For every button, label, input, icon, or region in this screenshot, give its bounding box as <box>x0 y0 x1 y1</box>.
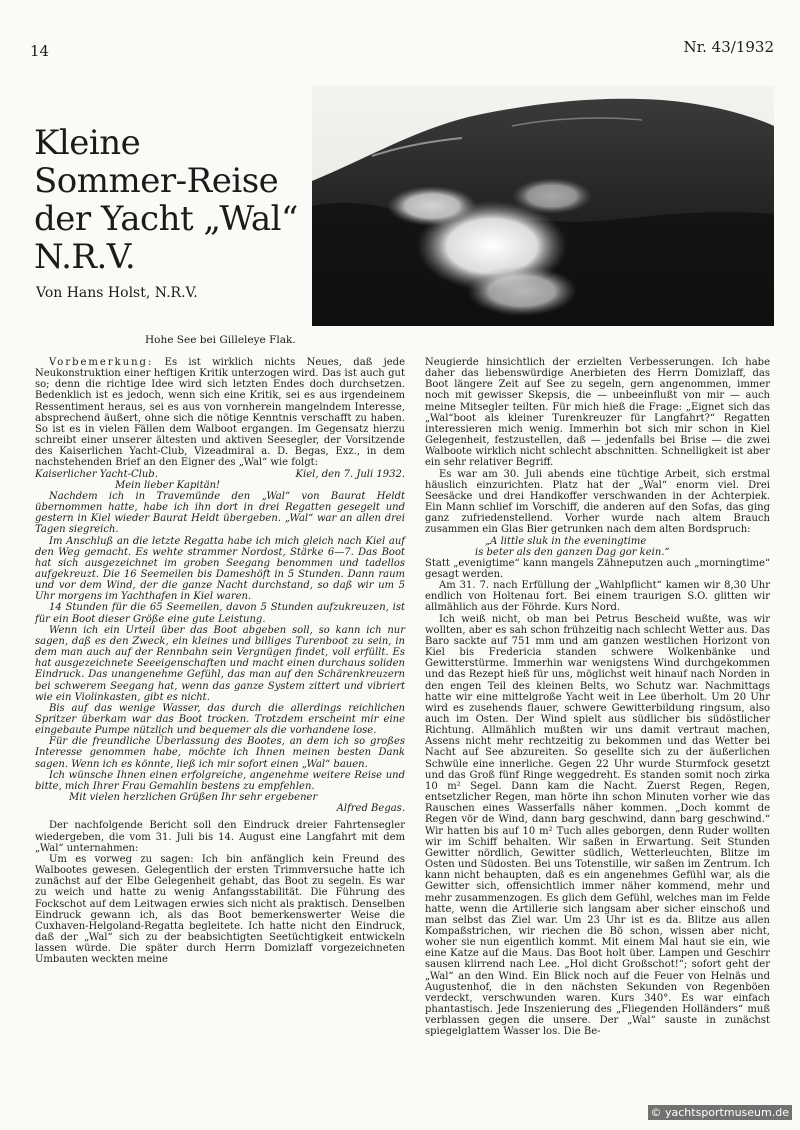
left-column <box>35 357 405 965</box>
letter-salutation: Mein lieber Kapitän! <box>115 479 221 491</box>
article-title <box>34 124 324 276</box>
title-line: Kleine <box>34 123 141 163</box>
photo-caption: Hohe See bei Gilleleye Flak. <box>145 334 296 346</box>
page-number: 14 <box>30 42 50 60</box>
intro-text: Es ist wirklich nichts Neues, daß jede Neukonstruktion einer heftigen Kritik unterzogen wird. Das ist auch gut so; denn die richtige Idee wird sich letzten Endes doch durchsetzen. Bedenklich ist es jedoch, wenn sich eine Kritik, sei es aus irgendeinem Ressentiment heraus, sei es aus von vornherein mangelndem Interesse, absprechend äußert, ohne sich die nötige Kenntnis verschafft zu haben. So ist es in vielen Fällen dem Walboot ergangen. Im Gegensatz hierzu schreibt einer unserer ältesten und aktiven Seesegler, der Vorsitzende des Kaiserlichen Yacht-Club, Vizeadmiral a. D. Begas, Exz., in dem nachstehenden Brief an den Eigner des „Wal“ wie folgt: <box>35 357 406 469</box>
body-paragraph: Es war am 30. Juli abends eine tüchtige Arbeit, sich erstmal häuslich einzurichten. Platz hat der „Wal“ enorm viel. Drei Seesäcke und drei Handkoffer verschwanden in der Achterpiek. Ein Mann schlief im Vorschiff, die anderen auf den Sofas, das ging ganz zufriedenstellend. Vorher wurde nach altem Brauch zusammen ein Glas Bier getrunken nach dem alten Bordspruch: <box>425 468 770 536</box>
body-paragraph: Ich weiß nicht, ob man bei Petrus Bescheid wußte, was wir wollten, aber es sah schon frühzeitig nach schlecht Wetter aus. Das Baro sackte auf 751 mm und am ganzen westlichen Horizont von Kiel bis Fredericia standen schwere Wolkenbänke und Gewitterstürme. Immerhin war wenigstens Wind durchgekommen und das Rezept hieß für uns, möglichst weit hinauf nach Norden in den engen Teil des kleinen Belts, wo Schutz war. Nachmittags hatte wir eine mittelgroße Yacht weit in Lee überholt. Um 20 Uhr wird es zusehends flauer, schwere Gewitterbildung ringsum, also auch im Osten. Der Wind spielt aus südlicher bis südöstlicher Richtung. Allmählich mußten wir uns damit vertraut machen, Assens nicht mehr rechtzeitig zu bekommen und das Wetter bei Nacht auf See abzureiten. So gesellte sich zu der äußerlichen Schwüle eine innerliche. Gegen 22 Uhr wurde Sturmfock gesetzt und das Groß fünf Ringe weggedreht. Es standen somit noch zirka 10 m² Segel. Dann kam die Nacht. Zuerst Regen, Regen, entsetzlicher Regen, man hörte ihn schon Minuten vorher wie das Rauschen eines Wasserfalls näher kommen. „Doch kommt de Regen vör de Wind, dann barg geschwind, dann barg geschwind.“ Wir hatten bis auf 10 m² Tuch alles geborgen, denn Ruder wollten wir im Schiff behalten. Wir saßen in Erwartung. Seit Stunden Gewitter nördlich, Gewitter südlich, Wetterleuchten, Blitze im Osten und Südosten. Bei uns Totenstille, wir saßen im Zentrum. Ich kann nicht behaupten, daß es ein angenehmes Gefühl war, als die Gewitter sich, offensichtlich immer näher kommend, mehr und mehr zusammenzogen. Es glich dem Gefühl, welches man im Felde hatte, wenn die Artillerie sich langsam aber sicher einschoß und man selbst das Ziel war. Um 23 Uhr ist es da. Blitze aus allen Kompaßstrichen, wir riechen die Bö schon, wissen aber nicht, woher sie nun eigentlich kommt. Mit einem Mal haut sie ein, wie eine Katze auf die Maus. Das Boot holt über. Lampen und Geschirr sausen klirrend nach Lee. „Hol dicht Großschot!“; sofort geht der „Wal“ an den Wind. Ein Blick noch auf die Feuer von Helnäs und Augustenhof, die in den nächsten Sekunden von Regenböen verdeckt, verschwunden waren. Kurs 340°. Es war einfach phantastisch. Jede Inszenierung des „Fliegenden Holländers“ muß verblassen gegen die unsere. Der „Wal“ sauste in zunächst spiegelglattem Wasser los. Die Be- <box>425 613 770 1038</box>
body-paragraph: Am 31. 7. nach Erfüllung der „Wahlpflicht“ kamen wir 8,30 Uhr endlich von Holtenau fort. Bei einem traurigen S.O. glitten wir allmählich aus der Föhrde. Kurs Nord. <box>425 580 770 614</box>
issue-number: Nr. 43/1932 <box>683 38 774 56</box>
letter-paragraph: Bis auf das wenige Wasser, das durch die allerdings reichlichen Spritzer überkam war das Boot trocken. Trotzdem erscheint mir eine eingebaute Pumpe nützlich und bequemer als die vorhandene lose. <box>35 702 405 737</box>
right-column <box>425 357 770 1038</box>
title-line: N.R.V. <box>34 237 136 277</box>
intro-label: Vorbemerkung: <box>49 357 154 368</box>
quote-line: „A little sluk in the eveningtime <box>485 535 647 547</box>
letter-paragraph: Nachdem ich in Travemünde den „Wal“ von Baurat Heldt übernommen hatte, habe ich ihn dort in drei Regatten gesegelt und gestern in Kiel wieder Baurat Heldt übergeben. „Wal“ war an allen drei Tagen siegreich. <box>35 490 405 536</box>
letter-date: Kiel, den 7. Juli 1932. <box>295 468 405 480</box>
byline: Von Hans Holst, N.R.V. <box>36 285 198 301</box>
letter-club: Kaiserlicher Yacht-Club. <box>35 468 158 480</box>
letter-header <box>35 469 405 480</box>
letter-signature: Alfred Begas. <box>336 803 405 815</box>
title-line: der Yacht „Wal“ <box>34 199 298 239</box>
letter-paragraph: Im Anschluß an die letzte Regatta habe ich mich gleich nach Kiel auf den Weg gemacht. Es wehte strammer Nordost, Stärke 6—7. Das Boot hat sich ausgezeichnet im groben Seegang benommen und tadellos aufgekreuzt. Die 16 Seemeilen bis Dameshöft in 5 Stunden. Dann raum und vor dem Wind, der die ganze Nacht durchstand, so daß wir um 5 Uhr morgens im Yachthafen in Kiel waren. <box>35 535 405 603</box>
body-paragraph: Der nachfolgende Bericht soll den Eindruck dreier Fahrtensegler wiedergeben, die vom 31. Juli bis 14. August eine Langfahrt mit dem „Wal“ unternahmen: <box>35 820 405 854</box>
letter-paragraph: Ich wünsche Ihnen einen erfolgreiche, angenehme weitere Reise und bitte, mich Ihrer Frau Gemahlin bestens zu empfehlen. <box>35 769 405 792</box>
letter-paragraph: Für die freundliche Überlassung des Bootes, an dem ich so großes Interesse genommen habe, möchte ich Ihnen meinen besten Dank sagen. Wenn ich es könnte, ließ ich mir sofort einen „Wal“ bauen. <box>35 736 405 770</box>
watermark: © yachtsportmuseum.de <box>648 1105 792 1120</box>
letter-closing: Mit vielen herzlichen Grüßen Ihr sehr ergebener <box>69 792 318 804</box>
wave-photo <box>312 86 774 326</box>
body-paragraph: Um es vorweg zu sagen: Ich bin anfänglich kein Freund des Walbootes gewesen. Gelegentlich der ersten Trimmversuche hatte ich zunächst auf der Elbe Gelegenheit gehabt, das Boot zu segeln. Es war zu weich und hatte zu wenig Anfangsstabilität. Die Führung des Fockschot auf dem Leitwagen erwies sich nicht als praktisch. Denselben Eindruck gewann ich, als das Boot bemerkenswerter Weise die Cuxhaven-Helgoland-Regatta begleitete. Ich hatte nicht den Eindruck, daß der „Wal“ sich zu der beabsichtigten Seetüchtigkeit entwickeln lassen würde. Die später durch Herrn Domizlaff vorgezeichneten Umbauten weckten meine <box>35 853 405 966</box>
letter-paragraph: 14 Stunden für die 65 Seemeilen, davon 5 Stunden aufzukreuzen, ist für ein Boot dieser Größe eine gute Leistung. <box>35 602 405 625</box>
letter-paragraph: Wenn ich ein Urteil über das Boot abgeben soll, so kann ich nur sagen, daß es den Zweck, ein kleines und billiges Turenboot zu sein, in dem man auch auf der Rennbahn sein Vergnügen findet, voll erfüllt. Es hat ausgezeichnete Seeeigenschaften und macht einen durchaus soliden Eindruck. Das unangenehme Gefühl, das man auf den Schärenkreuzern bei schwerem Seegang hat, wenn das ganze System zittert und vibriert wie ein Violinkasten, gibt es nicht. <box>35 624 405 703</box>
body-paragraph: Statt „evenigtime“ kann mangels Zähneputzen auch „morningtime“ gesagt werden. <box>425 557 770 580</box>
title-line: Sommer-Reise <box>34 161 279 201</box>
intro-paragraph <box>35 357 405 469</box>
body-paragraph: Neugierde hinsichtlich der erzielten Verbesserungen. Ich habe daher das liebenswürdige Anerbieten des Herrn Domizlaff, das Boot längere Zeit auf See zu segeln, gern angenommen, immer noch mit gewisser Skepsis, die — unbeeinflußt von mir — auch meine Mitsegler teilten. Für mich hieß die Frage: „Eignet sich das „Wal“boot als kleiner Turenkreuzer für Langfahrt?“ Regatten interessieren mich wenig. Immerhin bot sich mir schon in Kiel Gelegenheit, festzustellen, daß — jedenfalls bei Brise — die zwei Walboote wirklich nicht schlecht abschnitten. Schnelligkeit ist aber ein sehr relativer Begriff. <box>425 357 770 469</box>
quote-line: is beter als den ganzen Dag gor kein.“ <box>475 546 670 558</box>
